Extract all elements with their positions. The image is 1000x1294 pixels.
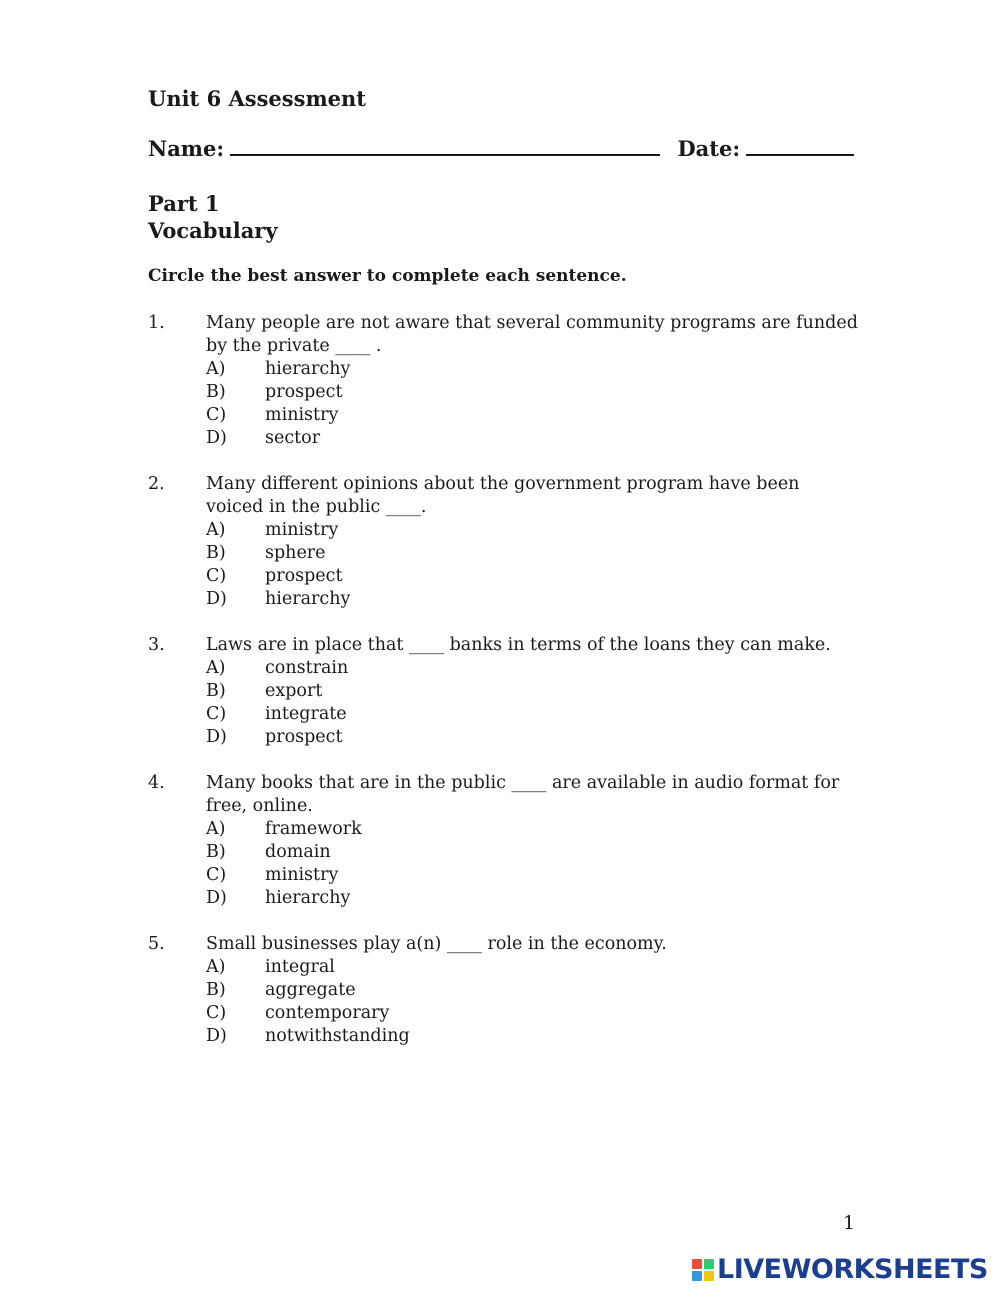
option-text: notwithstanding <box>265 1026 410 1046</box>
part-heading <box>148 190 278 244</box>
option-text: export <box>265 681 323 701</box>
name-label: Name: <box>148 136 225 161</box>
question-number: 4. <box>148 773 165 793</box>
option-text: sphere <box>265 543 326 563</box>
liveworksheets-logo[interactable] <box>692 1256 988 1284</box>
option-d[interactable] <box>206 427 858 450</box>
question-number: 3. <box>148 635 165 655</box>
liveworksheets-icon <box>692 1259 714 1281</box>
name-blank-line <box>230 136 660 156</box>
question-text: Many different opinions about the government program have been voiced in the public ____. <box>206 474 800 517</box>
option-d[interactable] <box>206 887 858 910</box>
question-text: Many books that are in the public ____ are available in audio format for free, online. <box>206 773 840 816</box>
option-c[interactable] <box>206 703 858 726</box>
option-a[interactable] <box>206 519 858 542</box>
option-letter: A) <box>206 957 226 977</box>
option-letter: B) <box>206 382 226 402</box>
option-text: prospect <box>265 382 343 402</box>
option-text: domain <box>265 842 331 862</box>
date-blank-line <box>746 136 854 156</box>
option-letter: D) <box>206 888 227 908</box>
option-text: framework <box>265 819 362 839</box>
option-b[interactable] <box>206 841 858 864</box>
question-text: Laws are in place that ____ banks in terms of the loans they can make. <box>206 635 831 655</box>
option-b[interactable] <box>206 381 858 404</box>
question-4 <box>148 772 858 910</box>
option-text: ministry <box>265 520 339 540</box>
question-number: 1. <box>148 313 165 333</box>
instructions: Circle the best answer to complete each sentence. <box>148 266 627 286</box>
option-letter: A) <box>206 819 226 839</box>
option-b[interactable] <box>206 680 858 703</box>
date-label: Date: <box>677 136 741 161</box>
option-letter: C) <box>206 1003 227 1023</box>
option-letter: A) <box>206 359 226 379</box>
option-text: prospect <box>265 727 343 747</box>
option-letter: C) <box>206 566 227 586</box>
option-text: contemporary <box>265 1003 390 1023</box>
option-c[interactable] <box>206 404 858 427</box>
option-letter: C) <box>206 865 227 885</box>
question-3 <box>148 634 858 749</box>
option-d[interactable] <box>206 726 858 749</box>
option-letter: D) <box>206 428 227 448</box>
option-text: ministry <box>265 865 339 885</box>
option-letter: C) <box>206 704 227 724</box>
question-text: Small businesses play a(n) ____ role in the economy. <box>206 934 667 954</box>
option-text: hierarchy <box>265 888 351 908</box>
option-a[interactable] <box>206 956 858 979</box>
question-2 <box>148 473 858 611</box>
option-a[interactable] <box>206 358 858 381</box>
option-text: prospect <box>265 566 343 586</box>
question-1 <box>148 312 858 450</box>
section-heading: Vocabulary <box>148 218 278 243</box>
option-d[interactable] <box>206 1025 858 1048</box>
option-letter: D) <box>206 1026 227 1046</box>
question-5 <box>148 933 858 1048</box>
part-label: Part 1 <box>148 191 220 216</box>
name-date-row <box>148 136 854 161</box>
question-number: 2. <box>148 474 165 494</box>
logo-text: LIVEWORKSHEETS <box>717 1254 988 1285</box>
option-letter: B) <box>206 681 226 701</box>
question-list <box>148 312 858 1071</box>
option-c[interactable] <box>206 565 858 588</box>
option-letter: B) <box>206 980 226 1000</box>
page-number: 1 <box>843 1212 856 1234</box>
option-letter: B) <box>206 842 226 862</box>
option-text: integrate <box>265 704 347 724</box>
option-letter: A) <box>206 658 226 678</box>
option-a[interactable] <box>206 657 858 680</box>
option-letter: D) <box>206 589 227 609</box>
option-text: constrain <box>265 658 349 678</box>
option-text: hierarchy <box>265 359 351 379</box>
option-letter: B) <box>206 543 226 563</box>
option-b[interactable] <box>206 542 858 565</box>
option-letter: A) <box>206 520 226 540</box>
option-b[interactable] <box>206 979 858 1002</box>
question-number: 5. <box>148 934 165 954</box>
option-text: aggregate <box>265 980 356 1000</box>
option-letter: D) <box>206 727 227 747</box>
option-c[interactable] <box>206 864 858 887</box>
option-a[interactable] <box>206 818 858 841</box>
option-text: sector <box>265 428 321 448</box>
option-d[interactable] <box>206 588 858 611</box>
option-text: hierarchy <box>265 589 351 609</box>
option-text: integral <box>265 957 335 977</box>
option-c[interactable] <box>206 1002 858 1025</box>
option-text: ministry <box>265 405 339 425</box>
question-text: Many people are not aware that several community programs are funded by the private ____ . <box>206 313 858 356</box>
page-title: Unit 6 Assessment <box>148 86 366 111</box>
option-letter: C) <box>206 405 227 425</box>
